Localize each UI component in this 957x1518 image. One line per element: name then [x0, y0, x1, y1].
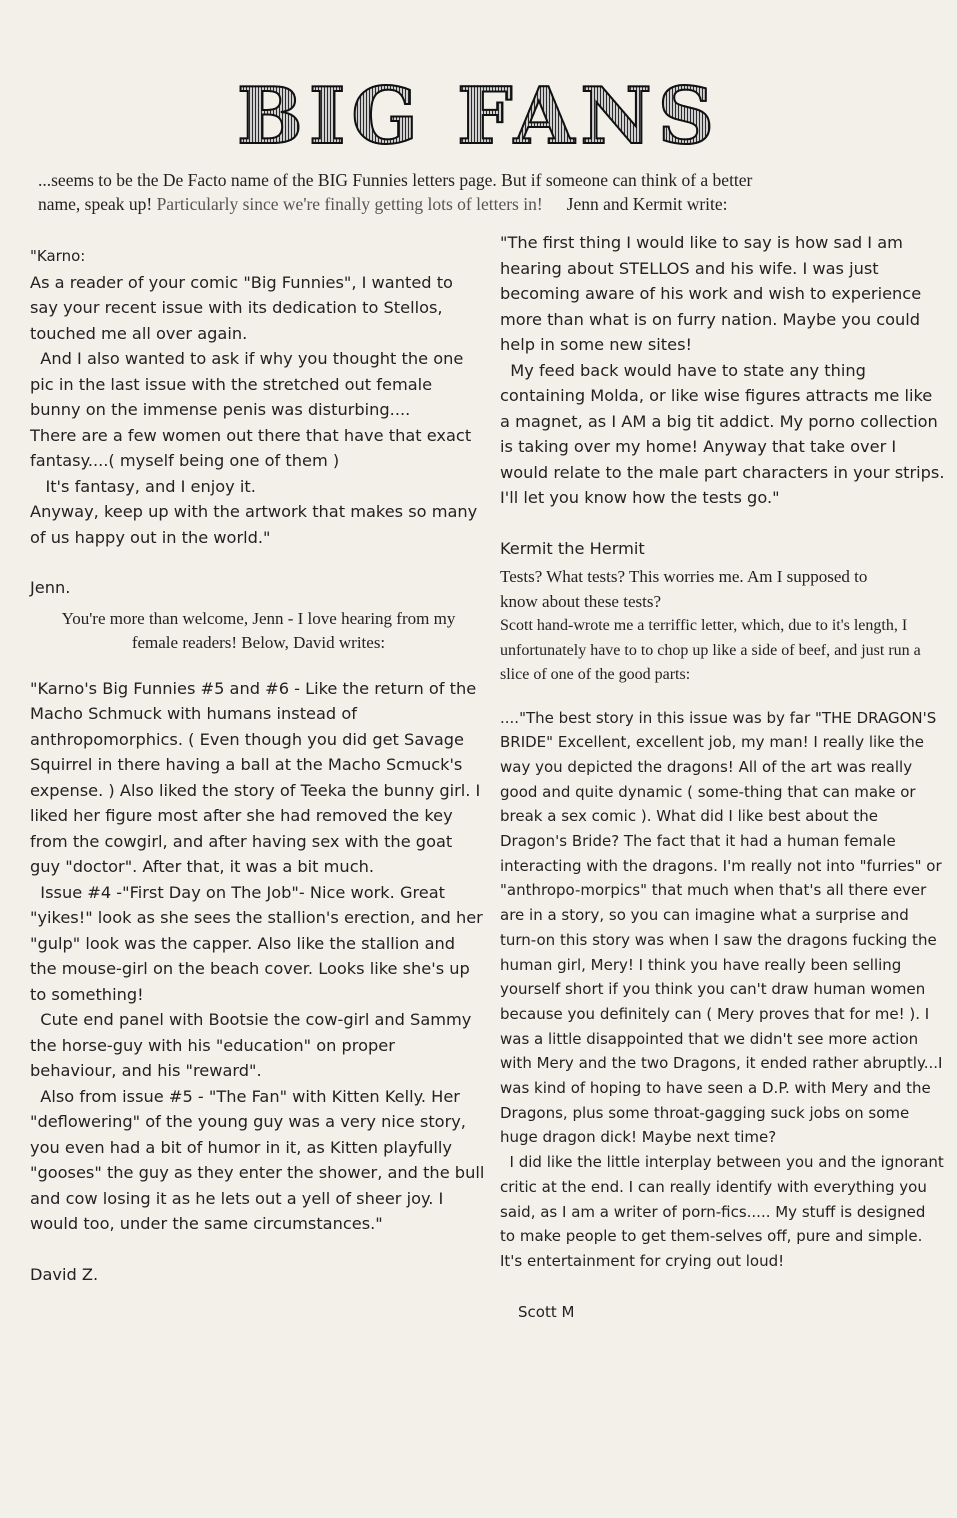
letter-signature: David Z.	[30, 1264, 99, 1284]
letter-signature: Kermit the Hermit	[500, 538, 645, 558]
intro-text	[38, 168, 928, 216]
letter-signature: Jenn.	[30, 578, 71, 597]
left-column	[30, 244, 490, 1287]
letter-paragraph: Cute end panel with Bootsie the cow-girl and Sammy the horse-guy with his "education" on proper behaviour, and his "reward".	[30, 1010, 477, 1080]
page-title: BIG FANS	[0, 78, 957, 156]
letter-paragraph: It's fantasy, and I enjoy it.	[30, 476, 256, 496]
letter-paragraph: "Karno's Big Funnies #5 and #6 - Like the return of the Macho Schmuck with humans instead of anthropomorphics. ( Even though you did get Savage Squirrel in there having a ball at the Macho Scmuck's expense. ) Also liked the story of Teeka the bunny girl. I liked her figure most after she had removed the key from the cowgirl, and after having sex with the goat guy "doctor". After that, it was a bit much.	[30, 678, 481, 876]
letter-greeting: "Karno:	[30, 247, 86, 265]
letter-paragraph: Also from issue #5 - "The Fan" with Kitten Kelly. Her "deflowering" of the young guy was a very nice story, you even had a bit of humor in it, as Kitten playfully "gooses" the guy as they enter the shower, and the bull and cow losing it as he lets out a yell of sheer joy. I would too, under the same circumstances."	[30, 1086, 490, 1233]
letter-paragraph: And I also wanted to ask if why you thought the one pic in the last issue with the stretched out female bunny on the immense penis was disturbing....	[30, 349, 469, 419]
intro-line-2	[38, 192, 928, 216]
intro-line-2-b: Particularly since we're finally getting lots of letters in!	[152, 194, 543, 214]
letter-paragraph: As a reader of your comic "Big Funnies", I wanted to say your recent issue with its dedication to Stellos, touched me all over again.	[30, 272, 453, 343]
letter-paragraph: ...."The best story in this issue was by far "THE DRAGON'S BRIDE" Excellent, excellent job, my man! I really like the way you depicted the dragons! All of the art was really good and quite dynamic ( some-thing that can make or break a sex comic ). What did I like best about the Dragon's Bride? The fact that it had a human female interacting with the dragons. I'm really not into "furries" or "anthropo-morpics" that much when that's all there ever are in a story, so you can imagine what a surprise and turn-on this story was when I saw the dragons fucking the human girl, Mery! I think you have really been selling yourself short if you think you can't draw human women because you definitely can ( Mery proves that for me! ). I was a little disappointed that we didn't see more action with Mery and the two Dragons, it ended rather abruptly...I was kind of hoping to have seen a D.P. with Mery and the Dragons, plus some throat-gagging suck jobs on some huge dragon dick! Maybe next time?	[500, 708, 943, 1147]
letter-paragraph: "The first thing I would like to say is how sad I am hearing about STELLOS and his wife. I was just becoming aware of his work and wish to experience more than what is on furry nation. Maybe you could help in some new sites!	[500, 233, 922, 354]
editor-reply: You're more than welcome, Jenn - I love hearing from my female readers! Below, David writes:	[61, 608, 456, 652]
letter-paragraph: There are a few women out there that have that exact fantasy....( myself being one of them )	[30, 425, 472, 470]
letter-paragraph: Issue #4 -"First Day on The Job"- Nice work. Great "yikes!" look as she sees the stallion's erection, and her "gulp" look was the capper. Also like the stallion and the mouse-girl on the beach cover. Looks like she's up to something!	[30, 882, 488, 1004]
letter-paragraph: My feed back would have to state any thing containing Molda, or like wise figures attracts me like a magnet, as I AM a big tit addict. My porno collection is taking over my home! Anyway that take over I would relate to the male part characters in your strips. I'll let you know how the tests go."	[500, 360, 950, 507]
editor-reply: Scott hand-wrote me a terriffic letter, which, due to it's length, I unfortunately have to to chop up like a side of beef, and just run a slice of one of the good parts:	[500, 617, 921, 683]
right-column	[500, 230, 950, 1325]
intro-line-2-c: Jenn and Kermit write:	[566, 194, 728, 214]
editor-reply: Tests? What tests? This worries me. Am I supposed to know about these tests?	[500, 567, 868, 611]
letter-paragraph: I did like the little interplay between you and the ignorant critic at the end. I can really identify with everything you said, as I am a writer of porn-fics..... My stuff is designed to make people to get them-selves off, pure and simple. It's entertainment for crying out loud!	[500, 1153, 949, 1270]
intro-line-1: ...seems to be the De Facto name of the BIG Funnies letters page. But if someone can think of a better	[38, 170, 753, 190]
intro-line-2-a: name, speak up!	[38, 194, 153, 214]
letter-signature: Scott M	[518, 1302, 575, 1321]
letter-paragraph: Anyway, keep up with the artwork that makes so many of us happy out in the world."	[30, 502, 478, 547]
